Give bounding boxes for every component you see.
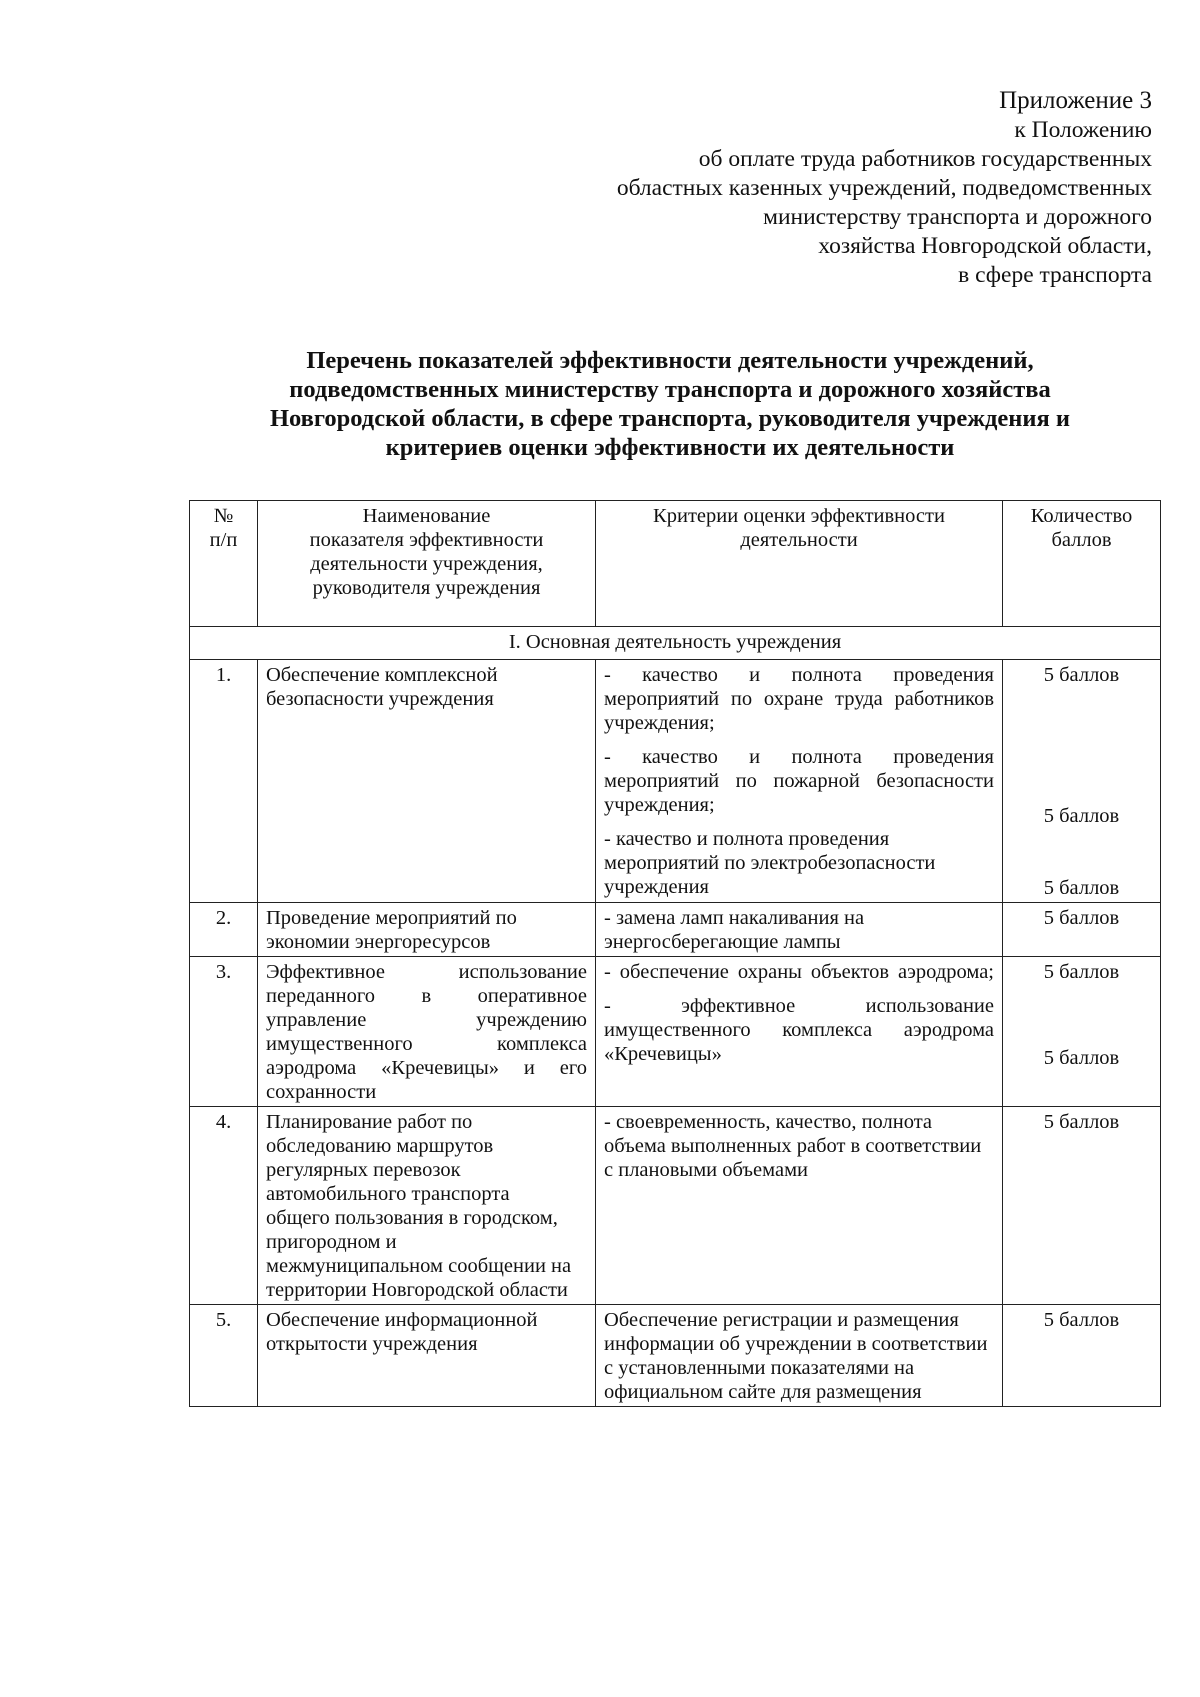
row-number: 3.	[190, 957, 258, 1107]
score-cell	[1003, 903, 1161, 957]
criterion: - качество и полнота проведения мероприятий по пожарной безопасности учреждения;	[604, 746, 994, 816]
criterion: - обеспечение охраны объектов аэродрома;	[604, 961, 994, 983]
indicator-name: Обеспечение комплексной безопасности учреждения	[258, 660, 596, 903]
score-value: 5 баллов	[1043, 664, 1120, 686]
score-value: 5 баллов	[1043, 1047, 1120, 1069]
criteria-cell	[596, 1305, 1003, 1407]
header-score: Количество баллов	[1003, 501, 1161, 627]
indicator-name: Обеспечение информационной открытости учреждения	[258, 1305, 596, 1407]
table-row	[190, 1107, 1161, 1305]
criterion: Обеспечение регистрации и размещения информации об учреждении в соответствии с установленными показателями на официальном сайте для размещения	[604, 1309, 988, 1403]
score-value: 5 баллов	[1043, 1111, 1120, 1133]
score-cell	[1003, 660, 1161, 903]
score-cell	[1003, 1107, 1161, 1305]
indicators-table	[189, 500, 1161, 1407]
appendix-header	[617, 86, 1152, 290]
title-line: критериев оценки эффективности их деятельности	[385, 434, 955, 461]
title-line: подведомственных министерству транспорта и дорожного хозяйства	[289, 376, 1051, 403]
title-line: Перечень показателей эффективности деятельности учреждений,	[306, 347, 1034, 374]
score-value: 5 баллов	[1043, 907, 1120, 929]
header-criteria: Критерии оценки эффективности деятельности	[596, 501, 1003, 627]
criteria-cell	[596, 660, 1003, 903]
row-number: 5.	[190, 1305, 258, 1407]
appendix-line: министерству транспорта и дорожного	[763, 204, 1152, 230]
table-row	[190, 1305, 1161, 1407]
title-line: Новгородской области, в сфере транспорта, руководителя учреждения и	[269, 405, 1071, 432]
appendix-line: в сфере транспорта	[958, 262, 1152, 288]
criteria-cell	[596, 1107, 1003, 1305]
score-cell	[1003, 1305, 1161, 1407]
criterion: - своевременность, качество, полнота объема выполненных работ в соответствии с плановыми объемами	[604, 1111, 982, 1181]
score-value: 5 баллов	[1043, 961, 1120, 983]
appendix-line: областных казенных учреждений, подведомственных	[616, 175, 1152, 201]
row-number: 4.	[190, 1107, 258, 1305]
appendix-line: об оплате труда работников государственных	[698, 146, 1152, 172]
document-title	[190, 346, 1150, 462]
indicator-name: Проведение мероприятий по экономии энергоресурсов	[258, 903, 596, 957]
appendix-line: Приложение 3	[999, 87, 1152, 114]
criterion: - качество и полнота проведения мероприятий по электробезопасности учреждения	[604, 828, 936, 898]
score-value: 5 баллов	[1043, 1309, 1120, 1331]
table-row	[190, 957, 1161, 1107]
row-number: 2.	[190, 903, 258, 957]
section-heading: I. Основная деятельность учреждения	[190, 627, 1161, 660]
indicator-name: Эффективное использование переданного в оперативное управление учреждению имущественного комплекса аэродрома «Кречевицы» и его сохранности	[258, 957, 596, 1107]
table-header-row	[190, 501, 1161, 627]
criterion: - эффективное использование имущественного комплекса аэродрома «Кречевицы»	[604, 995, 994, 1065]
table-row	[190, 903, 1161, 957]
criterion: - качество и полнота проведения мероприятий по охране труда работников учреждения;	[604, 664, 994, 734]
criteria-cell	[596, 903, 1003, 957]
table-row	[190, 660, 1161, 903]
row-number: 1.	[190, 660, 258, 903]
appendix-line: к Положению	[1014, 117, 1152, 143]
criteria-cell	[596, 957, 1003, 1107]
header-number: № п/п	[190, 501, 258, 627]
appendix-line: хозяйства Новгородской области,	[818, 233, 1152, 259]
section-row	[190, 627, 1161, 660]
header-indicator-name: Наименование показателя эффективности деятельности учреждения, руководителя учреждения	[258, 501, 596, 627]
score-value: 5 баллов	[1043, 805, 1120, 827]
score-value: 5 баллов	[1043, 877, 1120, 899]
criterion: - замена ламп накаливания на энергосберегающие лампы	[604, 907, 865, 953]
score-cell	[1003, 957, 1161, 1107]
indicator-name: Планирование работ по обследованию маршрутов регулярных перевозок автомобильного транспорта общего пользования в городском, пригородном и межмуниципальном сообщении на территории Новгородской области	[258, 1107, 596, 1305]
